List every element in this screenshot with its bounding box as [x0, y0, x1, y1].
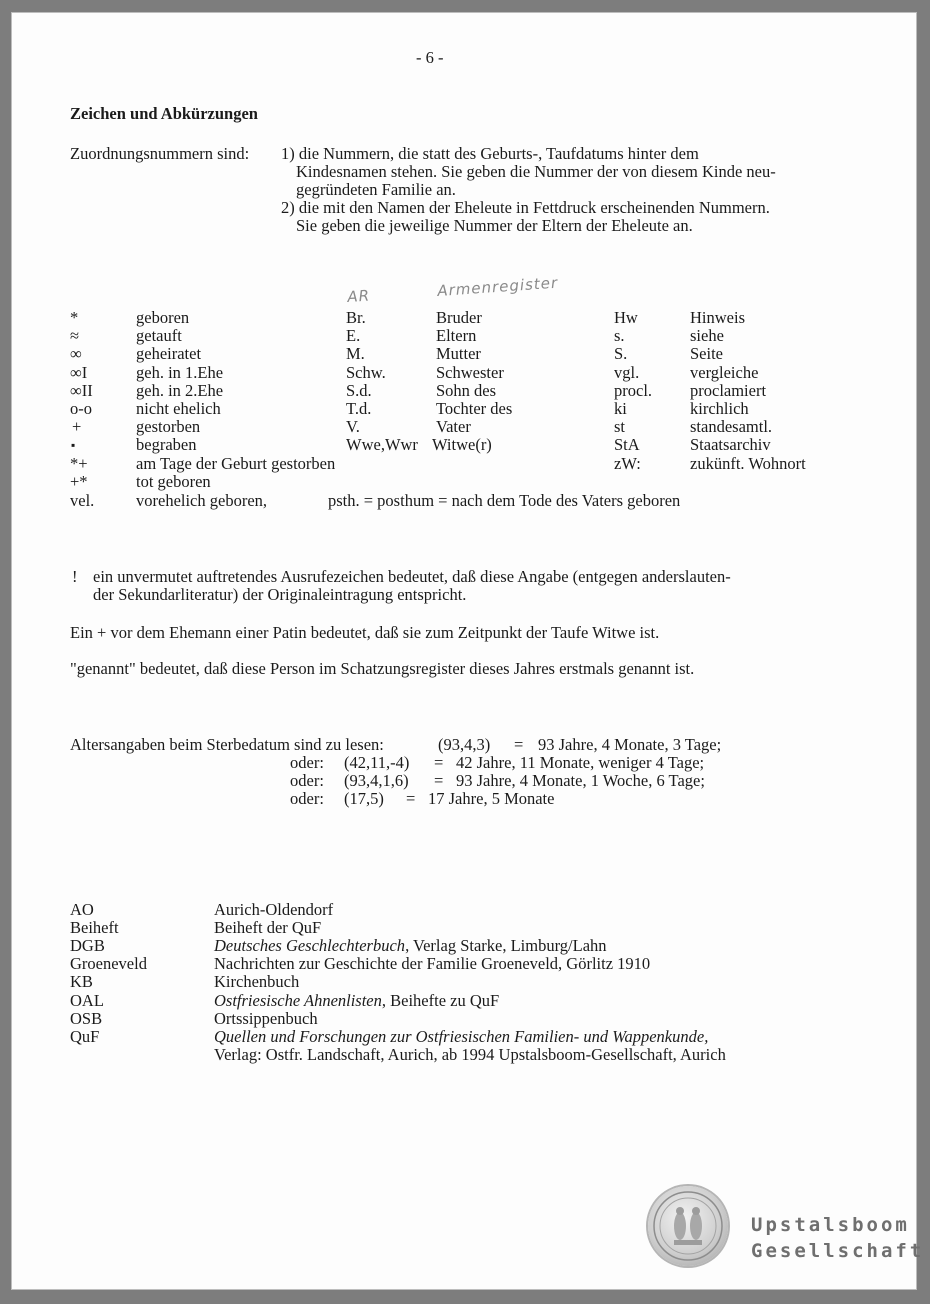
- abbr: S.d.: [346, 381, 372, 400]
- abbr-label: Mutter: [436, 344, 481, 363]
- age-meaning: 93 Jahre, 4 Monate, 3 Tage;: [538, 735, 722, 754]
- source-full: Ortssippenbuch: [214, 1009, 318, 1028]
- symbol-label: geheiratet: [136, 344, 202, 363]
- exclamation-mark: !: [72, 567, 78, 586]
- plus-note: Ein + vor dem Ehemann einer Patin bedeutet, daß sie zum Zeitpunkt der Taufe Witwe ist.: [70, 623, 660, 642]
- abbr: E.: [346, 326, 361, 345]
- source-full: Deutsches Geschlechterbuch, Verlag Starke, Limburg/Lahn: [214, 936, 607, 955]
- age-code: (93,4,3): [438, 735, 491, 754]
- abbr-label: Staatsarchiv: [690, 435, 771, 454]
- source-continuation: Verlag: Ostfr. Landschaft, Aurich, ab 1994 Upstalsboom-Gesellschaft, Aurich: [214, 1045, 726, 1064]
- abbr-label: Tochter des: [436, 399, 513, 418]
- symbol: ∞II: [70, 381, 93, 400]
- symbol: ≈: [70, 326, 80, 345]
- symbol: ∞I: [70, 363, 88, 382]
- abbr: T.d.: [346, 399, 372, 418]
- age-lead: oder:: [290, 753, 324, 772]
- zuordnung-line: Sie geben die jeweilige Nummer der Eltern der Eheleute an.: [296, 216, 693, 235]
- abbr-label: vergleiche: [690, 363, 759, 382]
- abbr: StA: [614, 435, 640, 454]
- abbr-label: zukünft. Wohnort: [690, 454, 806, 473]
- abbr-label: Eltern: [436, 326, 477, 345]
- abbr-label: standesamtl.: [690, 417, 773, 436]
- symbol-label: getauft: [136, 326, 182, 345]
- note-line: der Sekundarliteratur) der Originaleintragung entspricht.: [93, 585, 467, 604]
- age-intro: Altersangaben beim Sterbedatum sind zu lesen:: [70, 735, 384, 754]
- source-abbr: DGB: [70, 936, 105, 955]
- source-abbr: AO: [70, 900, 94, 919]
- handwritten-note: Armenregister: [436, 273, 559, 300]
- source-full: Quellen und Forschungen zur Ostfriesischen Familien- und Wappenkunde,: [214, 1027, 709, 1046]
- source-full: Nachrichten zur Geschichte der Familie Groeneveld, Görlitz 1910: [214, 954, 651, 973]
- source-abbr: QuF: [70, 1027, 100, 1046]
- age-meaning: 17 Jahre, 5 Monate: [428, 789, 555, 808]
- symbol-label: geh. in 2.Ehe: [136, 381, 224, 400]
- page-number: - 6 -: [416, 48, 444, 67]
- abbr: S.: [614, 344, 628, 363]
- source-abbr: OSB: [70, 1009, 103, 1028]
- zuordnung-line: gegründeten Familie an.: [296, 180, 456, 199]
- age-code: (93,4,1,6): [344, 771, 409, 790]
- symbol: ∞: [70, 344, 82, 363]
- abbr: ki: [614, 399, 627, 418]
- abbr: st: [614, 417, 626, 436]
- source-abbr: OAL: [70, 991, 104, 1010]
- brand-name-line1: Upstalsboom: [751, 1214, 910, 1236]
- society-seal-icon: [648, 1186, 728, 1266]
- zuordnung-line: 1) die Nummern, die statt des Geburts-, Taufdatums hinter dem: [281, 144, 699, 163]
- genannt-note: "genannt" bedeutet, daß diese Person im Schatzungsregister dieses Jahres erstmals genannt ist.: [70, 659, 695, 678]
- symbol: ▪: [71, 438, 76, 452]
- symbol-label: geboren: [136, 308, 190, 327]
- abbr-label: kirchlich: [690, 399, 749, 418]
- age-meaning: 93 Jahre, 4 Monate, 1 Woche, 6 Tage;: [456, 771, 705, 790]
- abbr-label: siehe: [690, 326, 724, 345]
- symbol-label: gestorben: [136, 417, 201, 436]
- abbr: V.: [346, 417, 360, 436]
- abbr: zW:: [614, 454, 641, 473]
- symbol-label: tot geboren: [136, 472, 211, 491]
- age-lead: oder:: [290, 789, 324, 808]
- age-equals: =: [514, 735, 524, 754]
- age-code: (17,5): [344, 789, 384, 808]
- section-title: Zeichen und Abkürzungen: [70, 104, 258, 123]
- abbr: Br.: [346, 308, 366, 327]
- symbol: +: [72, 417, 82, 436]
- abbr-label: proclamiert: [690, 381, 767, 400]
- posthum-note: psth. = posthum = nach dem Tode des Vaters geboren: [328, 491, 681, 510]
- symbol-label: begraben: [136, 435, 197, 454]
- age-lead: oder:: [290, 771, 324, 790]
- symbol: o-o: [70, 399, 92, 418]
- abbr-label: Schwester: [436, 363, 504, 382]
- abbr-label: Hinweis: [690, 308, 745, 327]
- brand-name-line2: Gesellschaft: [751, 1240, 925, 1262]
- age-meaning: 42 Jahre, 11 Monate, weniger 4 Tage;: [456, 753, 705, 772]
- source-full: Ostfriesische Ahnenlisten, Beihefte zu QuF: [214, 991, 500, 1010]
- source-abbr: Groeneveld: [70, 954, 147, 973]
- source-full: Beiheft der QuF: [214, 918, 322, 937]
- symbol-label: am Tage der Geburt gestorben: [136, 454, 336, 473]
- source-full: Aurich-Oldendorf: [214, 900, 334, 919]
- symbol: +*: [70, 472, 88, 491]
- source-full: Kirchenbuch: [214, 972, 300, 991]
- symbol: vel.: [70, 491, 95, 510]
- zuordnung-intro: Zuordnungsnummern sind:: [70, 144, 250, 163]
- zuordnung-line: 2) die mit den Namen der Eheleute in Fettdruck erscheinenden Nummern.: [281, 198, 770, 217]
- abbr: Hw: [614, 308, 638, 327]
- age-code: (42,11,-4): [344, 753, 410, 772]
- symbol: *: [70, 308, 79, 327]
- abbr-label: Sohn des: [436, 381, 497, 400]
- note-line: ein unvermutet auftretendes Ausrufezeichen bedeutet, daß diese Angabe (entgegen anderslauten-: [93, 567, 731, 586]
- zuordnung-line: Kindesnamen stehen. Sie geben die Nummer der von diesem Kinde neu-: [296, 162, 776, 181]
- abbr-label: Seite: [690, 344, 723, 363]
- age-equals: =: [434, 771, 444, 790]
- seal-figures-icon: [648, 1186, 728, 1266]
- abbr: vgl.: [614, 363, 640, 382]
- abbr-label: Bruder: [436, 308, 482, 327]
- source-abbr: KB: [70, 972, 93, 991]
- source-abbr: Beiheft: [70, 918, 119, 937]
- age-equals: =: [434, 753, 444, 772]
- abbr: s.: [614, 326, 625, 345]
- symbol-label: nicht ehelich: [136, 399, 221, 418]
- handwritten-note: AR: [346, 286, 371, 306]
- abbr: Schw.: [346, 363, 386, 382]
- symbol-label: geh. in 1.Ehe: [136, 363, 224, 382]
- abbr-label: Witwe(r): [432, 435, 492, 454]
- abbr-label: Vater: [436, 417, 471, 436]
- abbr: procl.: [614, 381, 653, 400]
- symbol: *+: [70, 454, 88, 473]
- age-equals: =: [406, 789, 416, 808]
- abbr: Wwe,Wwr: [346, 435, 418, 454]
- symbol-label: vorehelich geboren,: [136, 491, 268, 510]
- abbr: M.: [346, 344, 365, 363]
